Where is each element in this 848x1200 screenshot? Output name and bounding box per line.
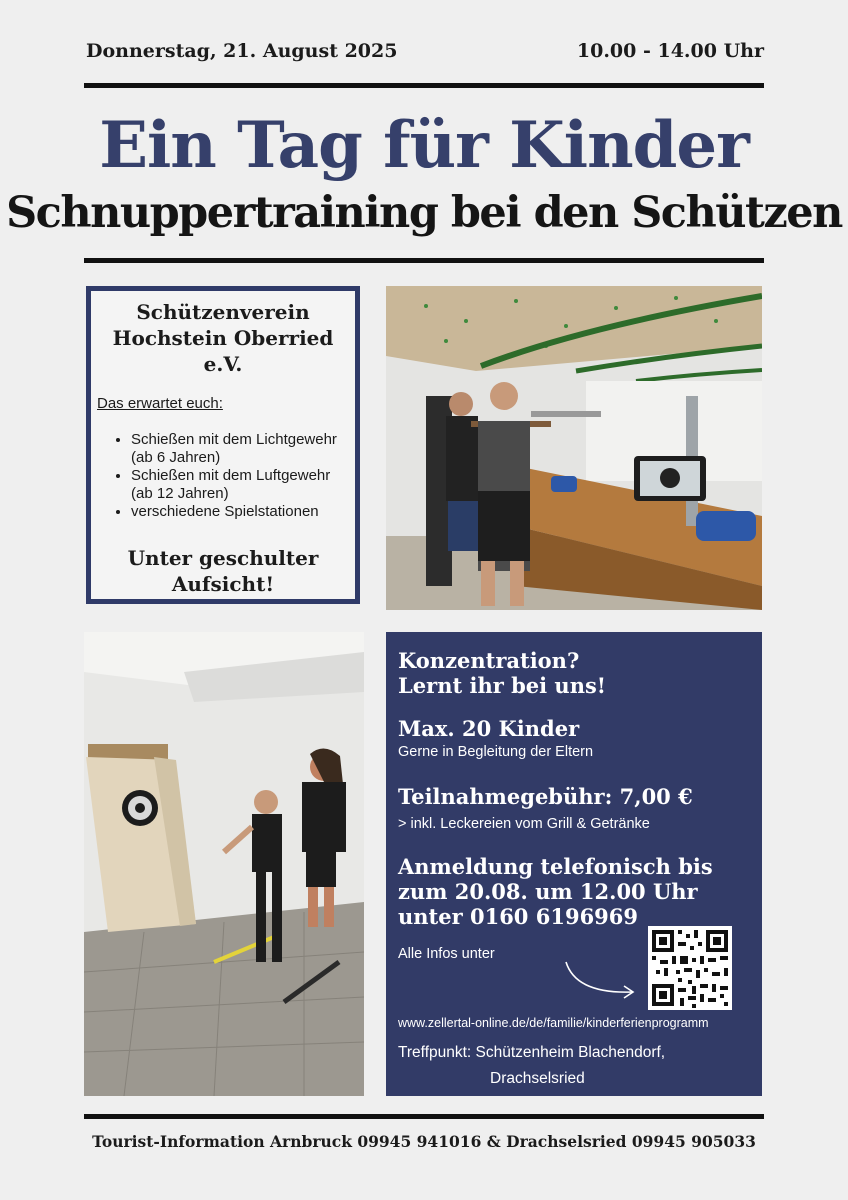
info-url[interactable]: www.zellertal-online.de/de/familie/kinderferienprogramm [398, 1016, 709, 1030]
list-item: • Schießen mit dem Lichtgewehr (ab 6 Jahren) [131, 431, 351, 467]
registration-line: zum 20.08. um 12.00 Uhr [398, 879, 698, 904]
supervision-line: Unter geschulter [127, 546, 319, 570]
club-info-box [86, 286, 360, 604]
fee-heading: Teilnahmegebühr: 7,00 € [398, 784, 693, 809]
concentration-line: Konzentration? [398, 648, 580, 673]
fee-note: > inkl. Leckereien vom Grill & Getränke [398, 816, 650, 832]
list-item: • verschiedene Spielstationen [131, 503, 351, 521]
meeting-point-line: Drachselsried [490, 1070, 585, 1087]
supervision-note [91, 545, 355, 597]
page-title: Ein Tag für Kinder [99, 108, 749, 183]
event-time: 10.00 - 14.00 Uhr [576, 40, 764, 62]
activity-list [109, 431, 351, 521]
club-name-line: Schützenverein [136, 300, 310, 324]
concentration-line: Lernt ihr bei uns! [398, 673, 607, 698]
top-divider [84, 83, 764, 88]
all-info-label: Alle Infos unter [398, 946, 495, 962]
bottom-divider [84, 1114, 764, 1119]
registration-line: unter 0160 6196969 [398, 904, 639, 929]
expect-heading: Das erwartet euch: [97, 395, 223, 412]
max-kids-note: Gerne in Begleitung der Eltern [398, 744, 594, 760]
list-item: • Schießen mit dem Luftgewehr (ab 12 Jahren) [131, 467, 351, 503]
max-kids-heading: Max. 20 Kinder [398, 716, 580, 741]
darts-photo [84, 632, 364, 1096]
registration-line: Anmeldung telefonisch bis [398, 854, 713, 879]
title-divider [84, 258, 764, 263]
event-date: Donnerstag, 21. August 2025 [86, 40, 398, 62]
club-name-line: Hochstein Oberried [112, 326, 334, 350]
club-name [91, 299, 355, 377]
page-subtitle: Schnuppertraining bei den Schützen [6, 188, 842, 238]
supervision-line: Aufsicht! [171, 572, 275, 596]
club-name-line: e.V. [203, 352, 243, 376]
event-info-box [386, 632, 762, 1096]
registration-heading [398, 854, 713, 929]
footer-contact: Tourist-Information Arnbruck 09945 941016 & Drachselsried 09945 905033 [92, 1132, 756, 1151]
arrow-icon [562, 958, 642, 1002]
meeting-point-line: Treffpunkt: Schützenheim Blachendorf, [398, 1044, 666, 1061]
qr-code[interactable] [648, 926, 732, 1010]
concentration-heading [398, 648, 606, 698]
shooting-range-photo [386, 286, 762, 610]
